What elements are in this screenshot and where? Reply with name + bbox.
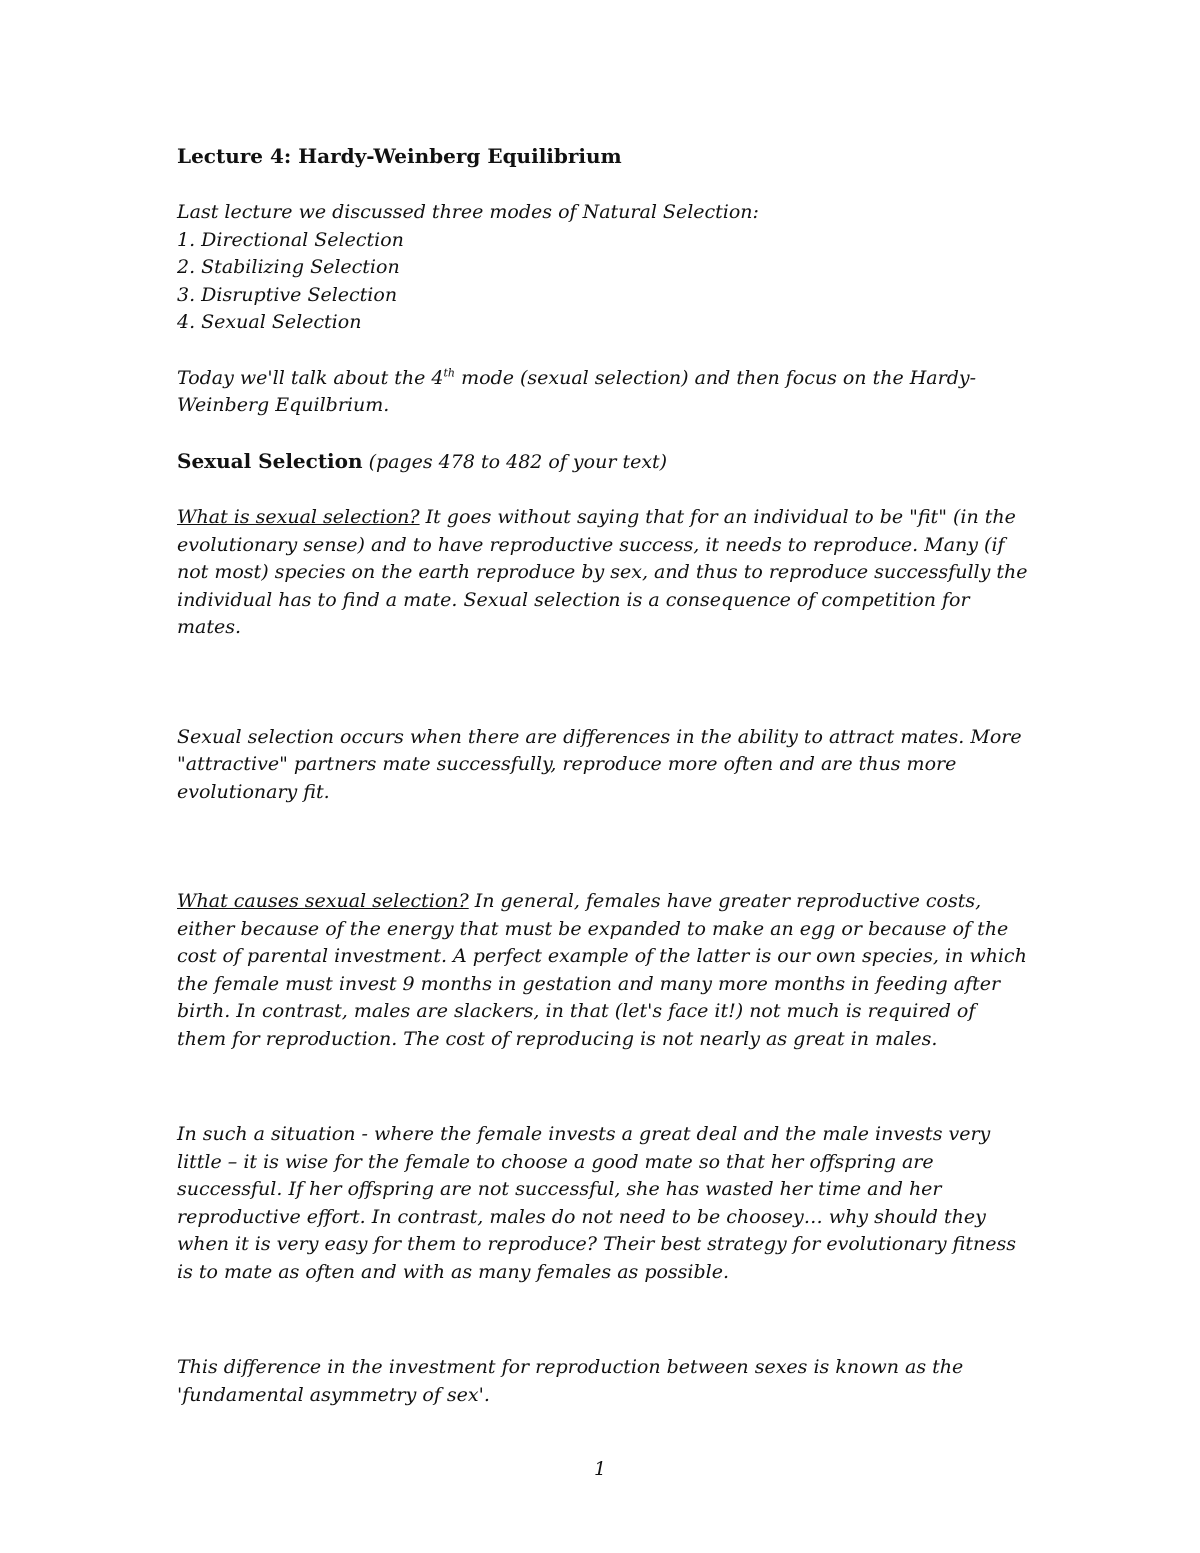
today-text-cont: mode (sexual selection) and then focus on the Hardy- [455,366,977,389]
page-title: Lecture 4: Hardy-Weinberg Equilibrium [177,144,622,168]
intro-lead: Last lecture we discussed three modes of Natural Selection: [177,201,759,223]
document-body [177,140,1037,1409]
intro-paragraph [177,199,1037,337]
paragraph-line: evolutionary sense) and to have reproductive success, it needs to reproduce. Many (if [177,533,1005,556]
paragraph-text: In general, females have greater reproductive costs, [468,890,982,912]
asymmetry-paragraph [177,1354,1037,1409]
list-item: 3. Disruptive Selection [177,283,398,306]
section-heading [177,448,1037,477]
what-causes-paragraph [177,888,1037,1053]
paragraph-line: them for reproduction. The cost of reproducing is not nearly as great in males. [177,1027,938,1050]
question-underlined: What is sexual selection? [177,506,420,528]
paragraph-line: In such a situation - where the female invests a great deal and the male invests very [177,1123,991,1145]
list-item: 1. Directional Selection [177,228,404,251]
paragraph-line: little – it is wise for the female to choose a good mate so that her offspring are [177,1150,934,1173]
today-paragraph [177,365,1037,420]
section-title: Sexual Selection [177,448,363,473]
list-item: 2. Stabilizing Selection [177,256,400,278]
page-number: 1 [593,1458,607,1480]
paragraph-line: Sexual selection occurs when there are differences in the ability to attract mates. More [177,725,1022,748]
such-a-situation-paragraph [177,1121,1037,1286]
paragraph-line: birth. In contrast, males are slackers, in that (let's face it!) not much is required of [177,1000,976,1022]
paragraph-line: cost of parental investment. A perfect example of the latter is our own species, in which [177,945,1027,967]
paragraph-line: is to mate as often and with as many females as possible. [177,1260,730,1283]
ordinal-suffix: th [443,366,456,380]
paragraph-line: evolutionary fit. [177,780,330,803]
question-underlined: What causes sexual selection? [177,890,469,912]
paragraph-text: It goes without saying that for an individual to be "fit" (in the [419,506,1016,528]
today-text-line2: Weinberg Equilbrium. [177,394,390,416]
sexual-selection-occurs-paragraph [177,724,1037,807]
section-pages-note: (pages 478 to 482 of your text) [362,450,668,473]
list-item: 4. Sexual Selection [177,311,362,333]
paragraph-line: the female must invest 9 months in gestation and many more months in feeding after [177,972,1001,995]
paragraph-line: reproductive effort. In contrast, males do not need to be choosey… why should they [177,1205,986,1228]
paragraph-line: This difference in the investment for reproduction between sexes is known as the [177,1356,964,1378]
paragraph-line: successful. If her offspring are not successful, she has wasted her time and her [177,1178,942,1200]
paragraph-line: mates. [177,616,242,638]
paragraph-line: individual has to find a mate. Sexual selection is a consequence of competition for [177,588,970,611]
today-text: Today we'll talk about the 4 [177,366,444,389]
paragraph-line: when it is very easy for them to reproduce? Their best strategy for evolutionary fitness [177,1233,1016,1255]
what-is-sexual-selection-paragraph [177,504,1037,642]
paragraph-line: either because of the energy that must be expanded to make an egg or because of the [177,917,1009,940]
paragraph-line: 'fundamental asymmetry of sex'. [177,1383,490,1406]
paragraph-line: "attractive" partners mate successfully, reproduce more often and are thus more [177,753,957,775]
paragraph-line: not most) species on the earth reproduce by sex, and thus to reproduce successfully the [177,561,1028,583]
